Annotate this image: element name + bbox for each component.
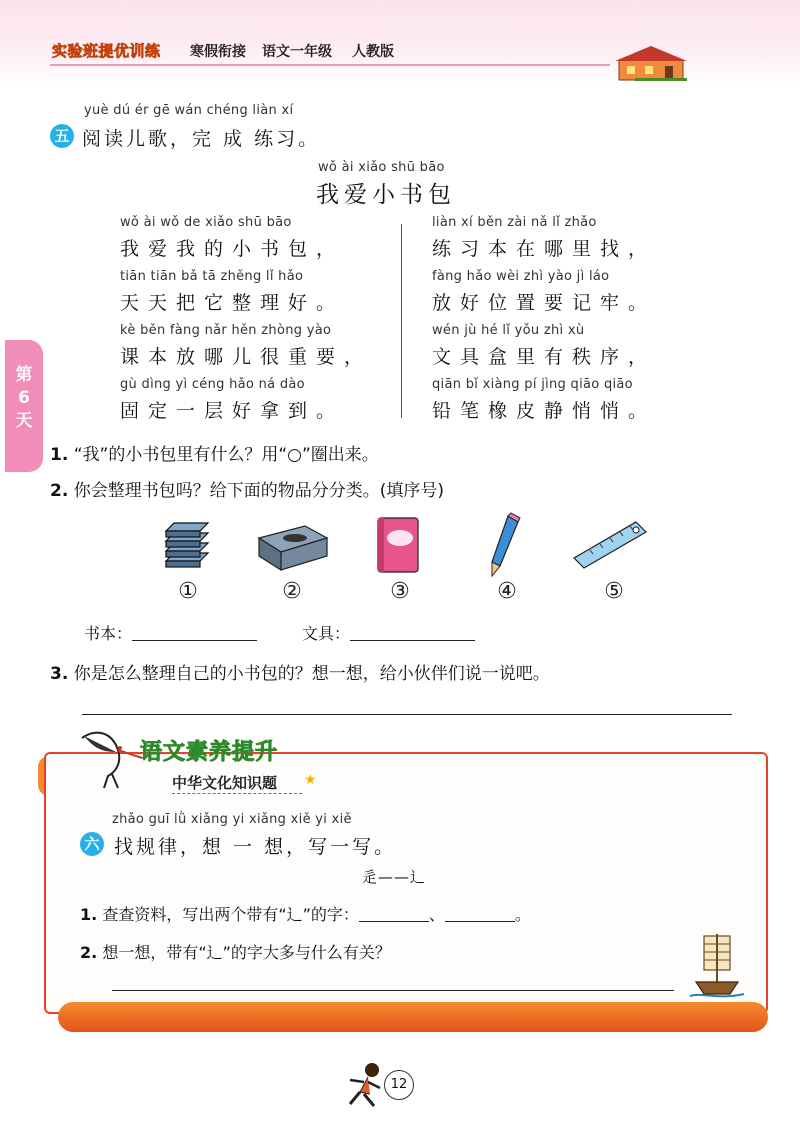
crane-icon [72, 722, 144, 792]
day-tab-char: 天 [15, 411, 33, 431]
poem-title-pinyin: wǒ ài xiǎo shū bāo [318, 160, 445, 175]
poem-line: 固定一层好拿到。 [120, 400, 345, 422]
item-label: ① [178, 579, 198, 604]
culture-subtitle: 中华文化知识题 [172, 774, 278, 792]
poem-line: 我爱我的小书包， [120, 238, 345, 260]
stationery-label: 文具： [302, 624, 351, 643]
section5-pinyin: yuè dú ér gē wán chéng liàn xí [84, 103, 294, 118]
books-icon [160, 515, 212, 577]
stationery-answer [302, 621, 475, 644]
day-tab [5, 340, 43, 472]
section6-title: 找规律，想 一 想，写一写。 [114, 836, 397, 858]
series-title: 实验班提优训练 [52, 42, 161, 60]
question-text: 想一想，带有“辶”的字大多与什么有关？ [102, 943, 391, 962]
page-number: 12 [384, 1070, 414, 1100]
running-kid-icon [342, 1060, 388, 1108]
poem-line: 文具盒里有秩序， [432, 346, 657, 368]
header-rule [50, 64, 610, 66]
question-number: 2. [50, 481, 69, 501]
item-label: ④ [497, 579, 517, 604]
book-icon [372, 512, 426, 578]
poem-line: 练习本在哪里找， [432, 238, 657, 260]
poem-line-pinyin: gù dìng yì céng hǎo ná dào [120, 377, 305, 392]
poem-line-pinyin: tiān tiān bǎ tā zhěng lǐ hǎo [120, 269, 304, 284]
poem-line-pinyin: qiān bǐ xiàng pí jìng qiāo qiāo [432, 377, 633, 392]
culture-banner: 语文素养提升 [140, 740, 279, 765]
question-number: 2. [80, 943, 98, 962]
poem-divider [401, 224, 402, 418]
books-blank[interactable] [132, 639, 257, 641]
sentence-end: 。 [514, 905, 531, 924]
poem-line: 放好位置要记牢。 [432, 292, 657, 314]
pencil-icon [484, 512, 526, 580]
poem-line-pinyin: kè běn fàng nǎr hěn zhòng yào [120, 323, 332, 338]
poem-line-pinyin: wǒ ài wǒ de xiǎo shū bāo [120, 215, 292, 230]
question-number: 1. [50, 445, 69, 465]
radical-evolution: 辵——辶 [362, 868, 427, 886]
house-icon [615, 44, 687, 82]
poem-line-pinyin: wén jù hé lǐ yǒu zhì xù [432, 323, 585, 338]
books-answer [84, 621, 257, 644]
separator: 、 [428, 905, 445, 924]
sharpener-icon [255, 518, 331, 574]
poem-line: 天天把它整理好。 [120, 292, 345, 314]
item-label: ⑤ [604, 579, 624, 604]
question-1 [50, 440, 379, 465]
section6-number: 六 [80, 832, 104, 856]
ruler-icon [570, 514, 650, 570]
scroll-roll-bottom [58, 1002, 768, 1032]
question-text: 你是怎么整理自己的小书包的？想一想，给小伙伴们说一说吧。 [73, 664, 550, 684]
question-text: “我”的小书包里有什么？用“○”圈出来。 [73, 445, 379, 465]
term-label: 寒假衔接 [190, 44, 246, 60]
section5-number: 五 [50, 124, 74, 148]
question-3 [50, 659, 550, 684]
poem-line: 课本放哪儿很重要， [120, 346, 373, 368]
star-icon: ★ [304, 772, 317, 788]
item-label: ② [282, 579, 302, 604]
poem-title: 我爱小书包 [316, 182, 456, 208]
section6-pinyin: zhǎo guī lǜ xiǎng yi xiǎng xiě yi xiě [112, 812, 352, 827]
sailboat-icon [690, 930, 746, 1002]
day-tab-char: 6 [18, 388, 30, 408]
day-tab-char: 第 [15, 365, 33, 385]
q3-answer-line[interactable] [82, 714, 732, 715]
section5-title: 阅读儿歌，完 成 练习。 [82, 128, 321, 150]
question-text: 查查资料，写出两个带有“辶”的字： [102, 905, 359, 924]
char-blank-1[interactable] [359, 920, 429, 922]
edition-label: 人教版 [352, 44, 394, 60]
poem-line-pinyin: liàn xí běn zài nǎ lǐ zhǎo [432, 215, 597, 230]
question-2 [50, 476, 444, 501]
culture-question-1 [80, 902, 531, 925]
subject-label: 语文一年级 [262, 44, 332, 60]
question-number: 1. [80, 905, 98, 924]
poem-line-pinyin: fàng hǎo wèi zhì yào jì láo [432, 269, 610, 284]
stationery-blank[interactable] [350, 639, 475, 641]
books-label: 书本： [84, 624, 133, 643]
culture-question-2 [80, 940, 391, 963]
subtitle-underline [172, 793, 302, 795]
char-blank-2[interactable] [445, 920, 515, 922]
question-text: 你会整理书包吗？给下面的物品分分类。(填序号) [73, 481, 444, 501]
question-number: 3. [50, 664, 69, 684]
item-label: ③ [390, 579, 410, 604]
culture-answer-line[interactable] [112, 990, 674, 991]
poem-line: 铅笔橡皮静悄悄。 [432, 400, 657, 422]
